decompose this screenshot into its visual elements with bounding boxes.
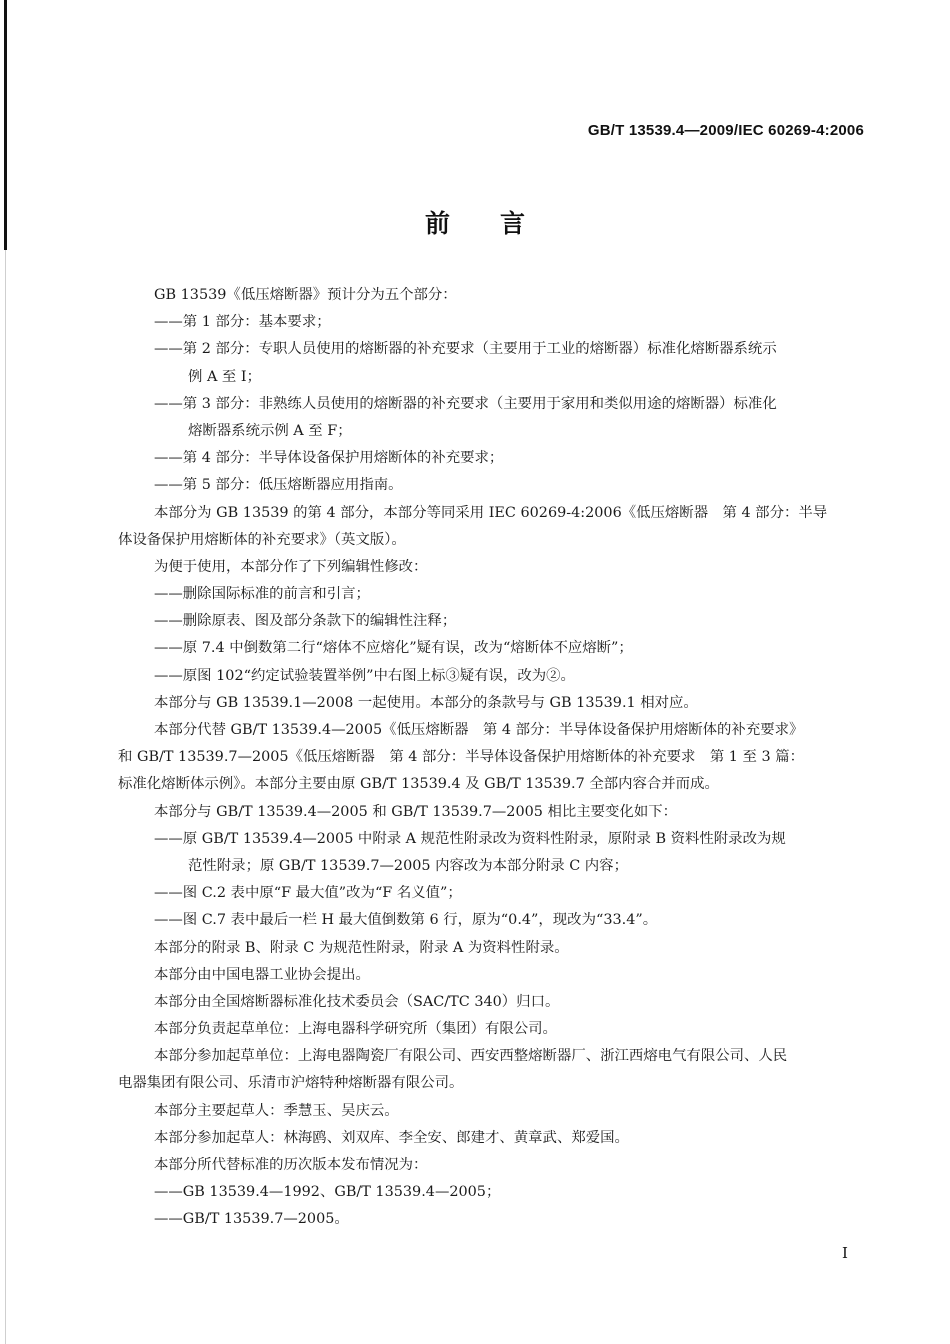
text-line: 范性附录；原 GB/T 13539.7—2005 内容改为本部分附录 C 内容； bbox=[188, 857, 628, 874]
text-line: GB 13539《低压熔断器》预计分为五个部分： bbox=[154, 287, 457, 303]
standard-number: GB/T 13539.4—2009/IEC 60269-4:2006 bbox=[587, 122, 864, 139]
text-line: 本部分与 GB 13539.1—2008 一起使用。本部分的条款号与 GB 13539.1 相对应。 bbox=[154, 694, 698, 711]
text-line: ——删除原表、图及部分条款下的编辑性注释； bbox=[154, 613, 457, 630]
text-line: 本部分由中国电器工业协会提出。 bbox=[154, 966, 370, 983]
text-line: ——原 7.4 中倒数第二行“熔体不应熔化”疑有误，改为“熔断体不应熔断”； bbox=[154, 640, 633, 657]
text-line: 例 A 至 I； bbox=[188, 368, 261, 385]
text-line: 本部分参加起草人：林海鸥、刘双库、李全安、郎建才、黄章武、郑爱国。 bbox=[154, 1129, 629, 1146]
text-line: ——GB/T 13539.7—2005。 bbox=[154, 1211, 349, 1228]
text-line: 电器集团有限公司、乐清市沪熔特种熔断器有限公司。 bbox=[118, 1075, 464, 1092]
text-line: 熔断器系统示例 A 至 F； bbox=[188, 422, 352, 439]
text-line: 为便于使用，本部分作了下列编辑性修改： bbox=[154, 558, 428, 575]
text-line: ——原 GB/T 13539.4—2005 中附录 A 规范性附录改为资料性附录，原附录 B 资料性附录改为规 bbox=[154, 830, 786, 847]
text-line: 本部分为 GB 13539 的第 4 部分，本部分等同采用 IEC 60269-4:2006《低压熔断器 第 4 部分：半导 bbox=[154, 504, 828, 521]
scan-edge-shadow bbox=[5, 250, 6, 1344]
text-line: 本部分代替 GB/T 13539.4—2005《低压熔断器 第 4 部分：半导体设备保护用熔断体的补充要求》 bbox=[154, 722, 804, 738]
text-line: ——第 4 部分：半导体设备保护用熔断体的补充要求； bbox=[154, 450, 504, 467]
page-title: 前言 bbox=[424, 209, 575, 238]
body-text bbox=[118, 282, 863, 1234]
text-line: ——图 C.2 表中原“F 最大值”改为“F 名义值”； bbox=[154, 885, 462, 902]
page-number: I bbox=[842, 1244, 848, 1262]
text-line: 本部分与 GB/T 13539.4—2005 和 GB/T 13539.7—2005 相比主要变化如下： bbox=[154, 803, 677, 820]
text-line: ——删除国际标准的前言和引言； bbox=[154, 586, 370, 603]
text-line: 本部分由全国熔断器标准化技术委员会（SAC/TC 340）归口。 bbox=[154, 993, 560, 1010]
text-line: 标准化熔断体示例》。本部分主要由原 GB/T 13539.4 及 GB/T 13539.7 全部内容合并而成。 bbox=[118, 776, 719, 793]
text-line: ——图 C.7 表中最后一栏 H 最大值倒数第 6 行，原为“0.4”，现改为“33.4”。 bbox=[154, 912, 658, 929]
text-line: ——第 3 部分：非熟练人员使用的熔断器的补充要求（主要用于家用和类似用途的熔断器）标准化 bbox=[154, 395, 777, 412]
text-line: 本部分负责起草单位：上海电器科学研究所（集团）有限公司。 bbox=[154, 1021, 557, 1038]
text-line: ——原图 102“约定试验装置举例”中右图上标③疑有误，改为②。 bbox=[154, 667, 575, 684]
text-line: 本部分参加起草单位：上海电器陶瓷厂有限公司、西安西整熔断器厂、浙江西熔电气有限公司、人民 bbox=[154, 1048, 788, 1065]
text-line: ——第 1 部分：基本要求； bbox=[154, 314, 331, 331]
text-line: ——第 5 部分：低压熔断器应用指南。 bbox=[154, 477, 403, 494]
text-line: 本部分主要起草人：季慧玉、吴庆云。 bbox=[154, 1102, 399, 1119]
text-line: 和 GB/T 13539.7—2005《低压熔断器 第 4 部分：半导体设备保护用熔断体的补充要求 第 1 至 3 篇： bbox=[118, 749, 804, 766]
text-line: 本部分的附录 B、附录 C 为规范性附录，附录 A 为资料性附录。 bbox=[154, 939, 569, 956]
text-line: 体设备保护用熔断体的补充要求》（英文版）。 bbox=[118, 531, 406, 548]
text-line: ——第 2 部分：专职人员使用的熔断器的补充要求（主要用于工业的熔断器）标准化熔断器系统示 bbox=[154, 341, 777, 358]
text-line: 本部分所代替标准的历次版本发布情况为： bbox=[154, 1157, 428, 1173]
text-line: ——GB 13539.4—1992、GB/T 13539.4—2005； bbox=[154, 1184, 501, 1201]
